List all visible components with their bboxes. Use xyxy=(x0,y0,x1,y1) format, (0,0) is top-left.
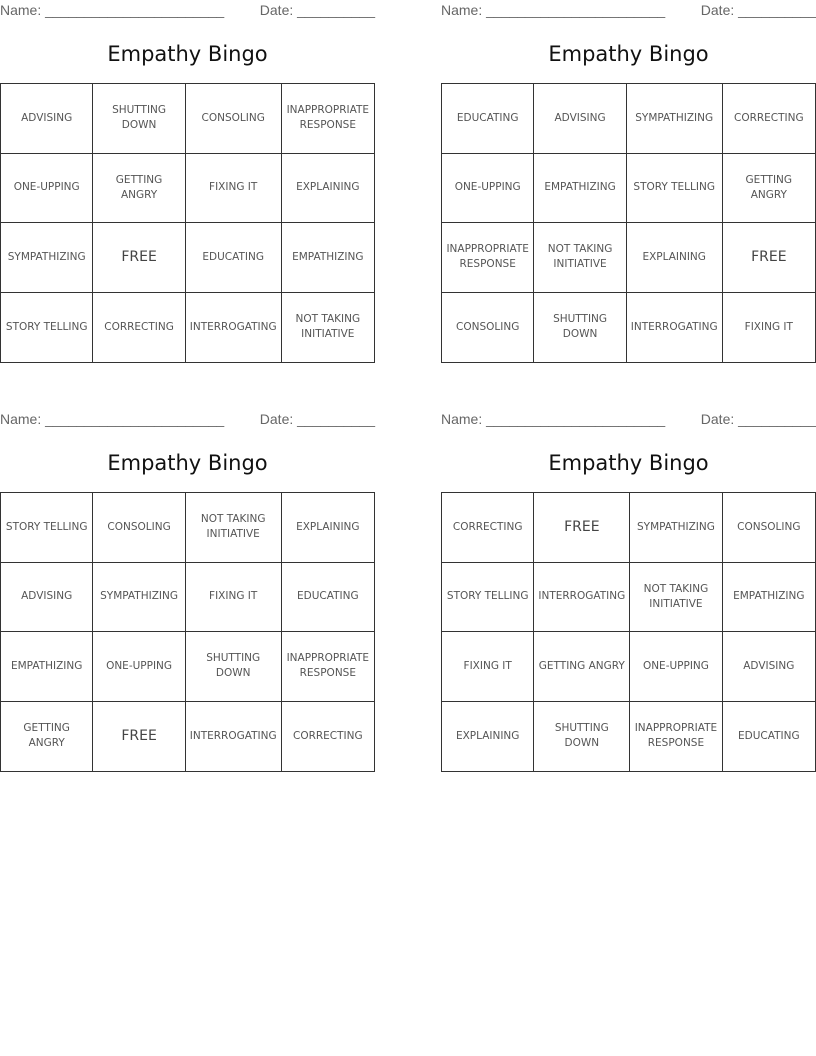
bingo-grid xyxy=(441,492,816,772)
name-line: Name: _______________________ xyxy=(441,2,666,18)
bingo-cell: EDUCATING xyxy=(282,563,374,633)
card-header xyxy=(441,409,816,431)
card-title: Empathy Bingo xyxy=(107,451,268,475)
bingo-cell: CONSOLING xyxy=(723,493,815,563)
bingo-cell: NOT TAKING INITIATIVE xyxy=(630,563,722,633)
bingo-cell: NOT TAKING INITIATIVE xyxy=(186,493,282,563)
bingo-cell: INTERROGATING xyxy=(534,563,630,633)
bingo-cell: ONE-UPPING xyxy=(1,154,93,224)
bingo-cell: ADVISING xyxy=(1,84,93,154)
bingo-cell: EXPLAINING xyxy=(282,154,374,224)
bingo-cell: EMPATHIZING xyxy=(1,632,93,702)
free-space-cell: FREE xyxy=(93,223,185,293)
name-line: Name: _______________________ xyxy=(441,411,666,427)
bingo-cell: CONSOLING xyxy=(442,293,534,363)
bingo-cell: EXPLAINING xyxy=(627,223,723,293)
bingo-cell: ONE-UPPING xyxy=(442,154,534,224)
bingo-cell: SHUTTING DOWN xyxy=(186,632,282,702)
bingo-cell: STORY TELLING xyxy=(1,493,93,563)
bingo-grid xyxy=(0,83,375,363)
free-space-cell: FREE xyxy=(534,493,630,563)
bingo-cell: SYMPATHIZING xyxy=(630,493,722,563)
bingo-cell: STORY TELLING xyxy=(442,563,534,633)
bingo-cell: SHUTTING DOWN xyxy=(93,84,185,154)
bingo-cell: STORY TELLING xyxy=(627,154,723,224)
bingo-cell: ONE-UPPING xyxy=(93,632,185,702)
bingo-cell: CORRECTING xyxy=(292,729,363,742)
bingo-cell: GETTING ANGRY xyxy=(723,154,815,224)
bingo-cell: FIXING IT xyxy=(186,563,282,633)
card-header xyxy=(0,0,375,22)
bingo-cell: EMPATHIZING xyxy=(282,223,374,293)
bingo-cell: ADVISING xyxy=(1,563,93,633)
bingo-cell: NOT TAKING INITIATIVE xyxy=(534,223,626,293)
bingo-cell: FIXING IT xyxy=(186,154,282,224)
bingo-cell: SHUTTING DOWN xyxy=(534,702,630,772)
bingo-cell: GETTING ANGRY xyxy=(534,632,630,702)
bingo-cell: INAPPROPRIATE RESPONSE xyxy=(282,632,374,702)
bingo-cell: INTERROGATING xyxy=(186,293,282,363)
date-line: Date: __________ xyxy=(259,411,375,427)
card-header xyxy=(441,0,816,22)
bingo-cell: EDUCATING xyxy=(442,84,534,154)
date-line: Date: __________ xyxy=(700,411,816,427)
bingo-cell: EDUCATING xyxy=(186,223,282,293)
bingo-cell: ADVISING xyxy=(534,84,626,154)
bingo-grid xyxy=(0,492,375,772)
bingo-cell: SHUTTING DOWN xyxy=(534,293,626,363)
bingo-cell: FIXING IT xyxy=(442,632,534,702)
bingo-cell: EXPLAINING xyxy=(442,702,534,772)
date-line: Date: __________ xyxy=(700,2,816,18)
bingo-cell: NOT TAKING INITIATIVE xyxy=(295,313,361,341)
free-space-cell: FREE xyxy=(93,702,185,772)
bingo-cell: INTERROGATING xyxy=(627,293,723,363)
bingo-cell: INAPPROPRIATE RESPONSE xyxy=(282,84,374,154)
date-line: Date: __________ xyxy=(259,2,375,18)
bingo-cell: CORRECTING xyxy=(442,493,534,563)
bingo-cell: GETTING ANGRY xyxy=(1,702,93,772)
card-title: Empathy Bingo xyxy=(548,42,709,66)
card-header xyxy=(0,409,375,431)
free-space-cell: FREE xyxy=(723,223,815,293)
bingo-cell: FIXING IT xyxy=(744,320,793,333)
bingo-cell: SYMPATHIZING xyxy=(627,84,723,154)
bingo-cell: GETTING ANGRY xyxy=(93,154,185,224)
name-line: Name: _______________________ xyxy=(0,411,225,427)
bingo-cell: EMPATHIZING xyxy=(534,154,626,224)
bingo-cell: INTERROGATING xyxy=(186,702,282,772)
bingo-cell: EDUCATING xyxy=(738,729,800,742)
bingo-cell: CONSOLING xyxy=(93,493,185,563)
name-line: Name: _______________________ xyxy=(0,2,225,18)
bingo-cell: SYMPATHIZING xyxy=(93,563,185,633)
bingo-cell: INAPPROPRIATE RESPONSE xyxy=(630,702,722,772)
bingo-cell: SYMPATHIZING xyxy=(1,223,93,293)
bingo-cell: CONSOLING xyxy=(186,84,282,154)
bingo-cell: EXPLAINING xyxy=(282,493,374,563)
card-title: Empathy Bingo xyxy=(548,451,709,475)
bingo-grid xyxy=(441,83,816,363)
bingo-cell: CORRECTING xyxy=(93,293,185,363)
bingo-cell: STORY TELLING xyxy=(1,293,93,363)
card-title: Empathy Bingo xyxy=(107,42,268,66)
bingo-cell: INAPPROPRIATE RESPONSE xyxy=(442,223,534,293)
bingo-cell: ONE-UPPING xyxy=(630,632,722,702)
bingo-cell: CORRECTING xyxy=(723,84,815,154)
bingo-cell: EMPATHIZING xyxy=(723,563,815,633)
bingo-cell: ADVISING xyxy=(723,632,815,702)
